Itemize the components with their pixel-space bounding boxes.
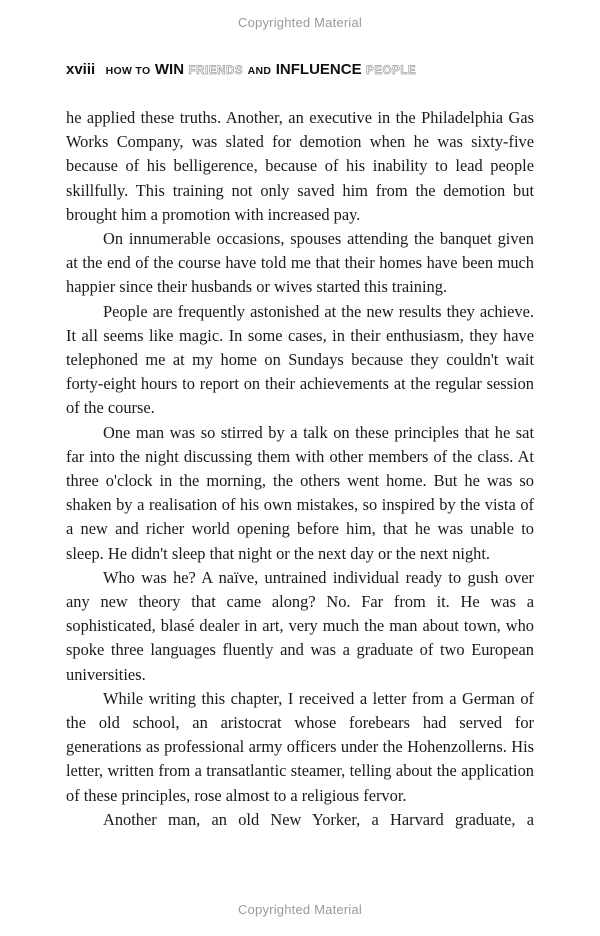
running-head-word: HOW TO [105, 65, 151, 77]
page-body [66, 106, 534, 832]
paragraph: While writing this chapter, I received a letter from a German of the old school, an aristocrat whose forebears had served for generations as professional army officers under the Hohenzollerns. His letter, written from a transatlantic steamer, telling about the application of these principles, rose almost to a religious fervor. [66, 688, 534, 805]
paragraph: he applied these truths. Another, an executive in the Philadelphia Gas Works Company, was slated for demotion when he was sixty-five because of his belligerence, because of his inability to lead people skillfully. This training not only saved him from the demotion but brought him a promotion with increased pay. [66, 108, 534, 224]
copyright-watermark-bottom: Copyrighted Material [238, 902, 362, 917]
paragraph: Who was he? A naïve, untrained individual ready to gush over any new theory that came along? No. Far from it. He was a sophisticated, blasé dealer in art, very much the man about town, who spoke three languages fluently and was a graduate of two European universities. [66, 567, 534, 684]
running-head-word: WIN [154, 61, 185, 78]
page-number: xviii [66, 61, 96, 78]
copyright-watermark-top: Copyrighted Material [238, 15, 362, 30]
running-head [66, 61, 416, 80]
running-head-word: INFLUENCE [275, 61, 362, 78]
running-head-word: FRIENDS [188, 65, 244, 77]
paragraph: Another man, an old New Yorker, a Harvard graduate, a [103, 809, 534, 829]
paragraph: One man was so stirred by a talk on these principles that he sat far into the night discussing them with other members of the class. At three o'clock in the morning, the others went home. But he was so shaken by a realisation of his own mistakes, so inspired by the vista of a new and richer world opening before him, that he was unable to sleep. He didn't sleep that night or the next day or the next night. [66, 422, 534, 563]
paragraph: On innumerable occasions, spouses attending the banquet given at the end of the course have told me that their homes have been much happier since their husbands or wives started this training. [66, 229, 534, 297]
paragraph: People are frequently astonished at the new results they achieve. It all seems like magic. In some cases, in their enthusiasm, they have telephoned me at my home on Sundays because they couldn't wait forty-eight hours to report on their achievements at the regular session of the course. [66, 301, 534, 418]
running-head-word: AND [247, 65, 272, 77]
running-head-word: PEOPLE [366, 65, 417, 77]
